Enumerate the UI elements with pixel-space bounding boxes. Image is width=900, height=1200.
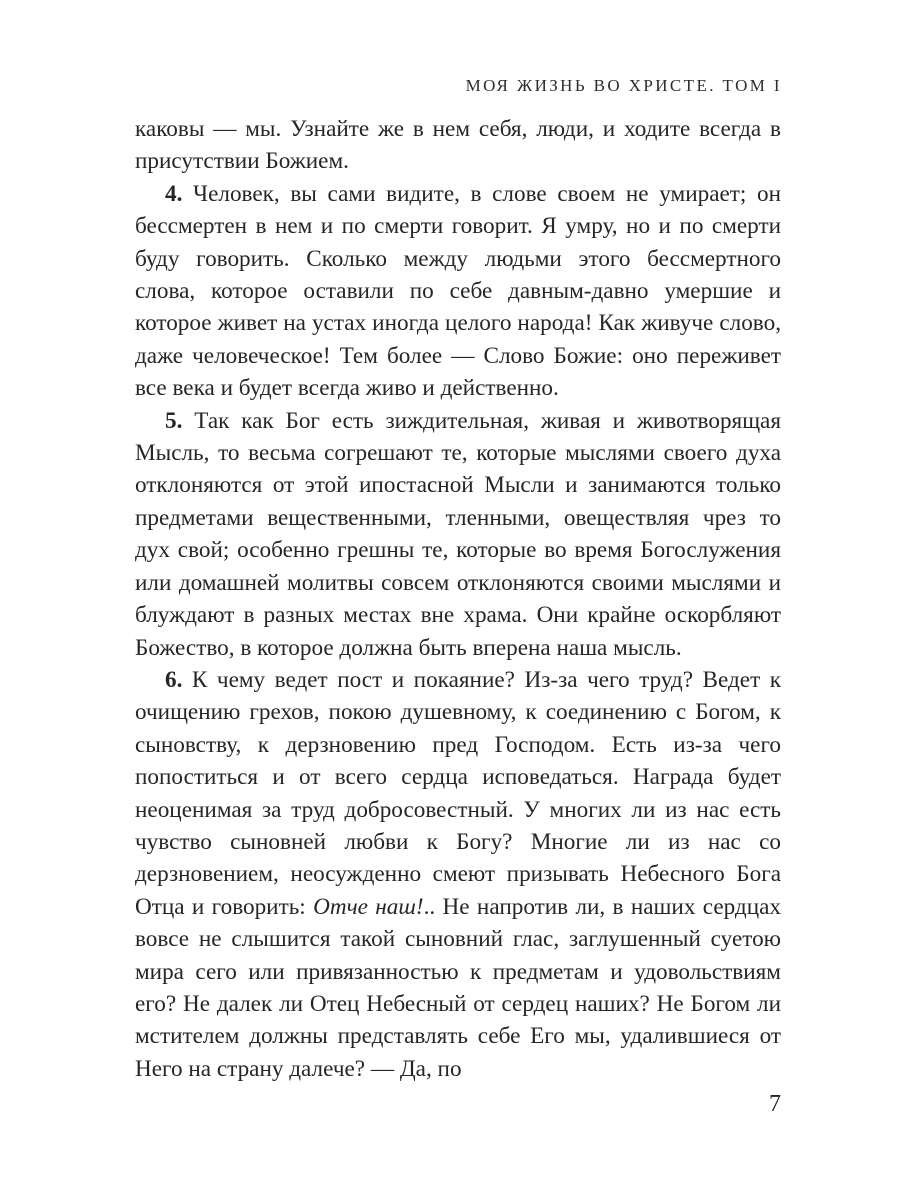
italic-quote: Отче наш!	[313, 893, 424, 920]
paragraph-text: Так как Бог есть зиждительная, живая и животворящая Мысль, то весьма согрешают те, которые мыслями своего духа отклоняются от этой ипостасной Мысли и занимаются только предметами вещественными, тленными, овеществляя чрез то дух свой; особенно грешны те, которые во время Богослужения или домашней молитвы совсем отклоняются своими мыслями и блуждают в разных местах вне храма. Они крайне оскорбляют Божество, в которое должна быть вперена наша мысль.	[135, 407, 782, 661]
paragraph-continuation	[135, 113, 781, 178]
paragraph-6	[135, 664, 781, 1085]
page-body	[135, 113, 781, 1085]
running-head: МОЯ ЖИЗНЬ ВО ХРИСТЕ. ТОМ I	[465, 76, 782, 95]
paragraph-number: 5.	[165, 407, 183, 434]
paragraph-4	[135, 178, 781, 405]
paragraph-text: К чему ведет пост и покаяние? Из-за чего труд? Ведет к очищению грехов, покою душевному, к соединению с Богом, к сыновству, к дерзновению пред Господом. Есть из-за чего попоститься и от всего сердца исповедаться. Награда будет неоценимая за труд добросовестный. У многих ли из нас есть чувство сыновней любви к Богу? Многие ли из нас со дерзновением, неосужденно смеют призывать Небесного Бога Отца и говорить:	[135, 666, 781, 920]
paragraph-text: Человек, вы сами видите, в слове своем не умирает; он бессмертен в нем и по смерти говорит. Я умру, но и по смерти буду говорить. Сколько между людьми этого бессмертного слова, которое оставили по себе давным-давно умершие и которое живет на устах иногда целого народа! Как живуче слово, даже человеческое! Тем более — Слово Божие: оно переживет все века и будет всегда живо и действенно.	[135, 180, 781, 402]
paragraph-text-continued: .. Не напротив ли, в наших сердцах вовсе не слышится такой сыновний глас, заглушенный суетою мира сего или привязанностью к предметам и удовольствиям его? Не далек ли Отец Небесный от сердец наших? Не Богом ли мстителем должны представлять себе Его мы, удалившиеся от Него на страну далече? — Да, по	[135, 893, 781, 1082]
paragraph-text: каковы — мы. Узнайте же в нем себя, люди, и ходите всегда в присутствии Божием.	[135, 116, 781, 175]
paragraph-number: 4.	[165, 180, 183, 207]
paragraph-number: 6.	[165, 666, 183, 693]
paragraph-5	[135, 405, 781, 664]
page-number: 7	[769, 1091, 781, 1117]
